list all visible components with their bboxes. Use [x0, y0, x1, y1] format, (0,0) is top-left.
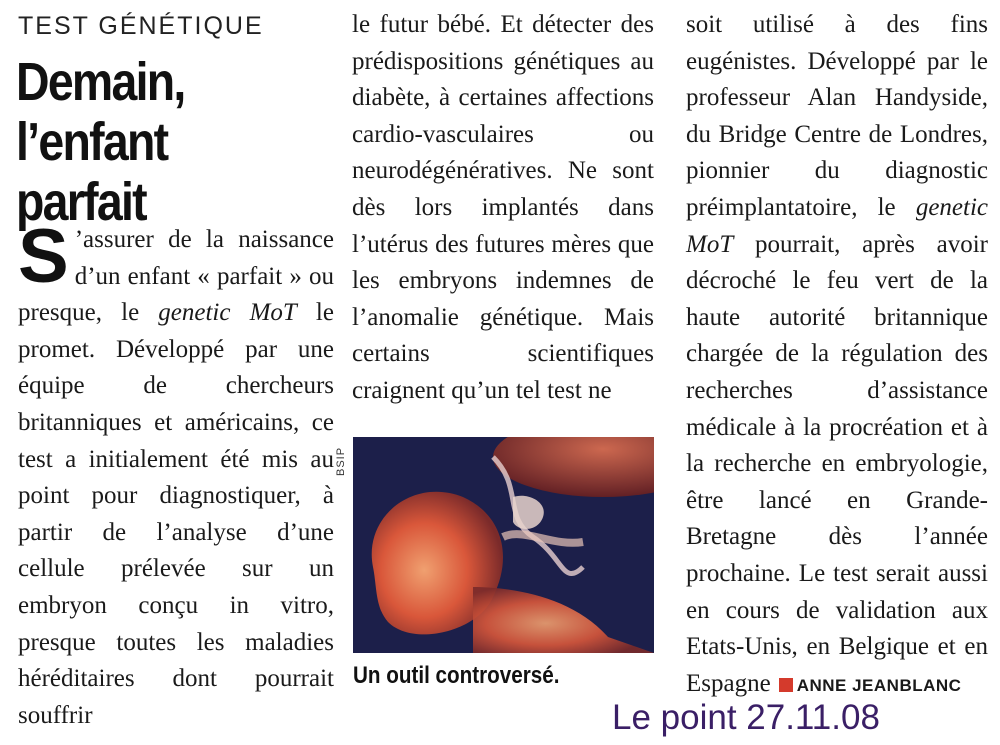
column-3-italic-term: genetic MoT: [686, 193, 988, 258]
drop-cap: S: [18, 214, 69, 299]
column-1-text-a: ’assurer de la naissance d’un enfant « parfait » ou presque, le: [18, 226, 334, 327]
article-photo: [353, 437, 654, 653]
article-headline: [16, 52, 300, 232]
article-column-2: [352, 7, 654, 410]
author-name: ANNE JEANBLANC: [796, 675, 962, 695]
source-note: Le point 27.11.08: [612, 698, 880, 737]
headline-line-2: l’enfant parfait: [16, 112, 168, 232]
column-3-text-b: pourrait, après avoir décroché le feu vert de la haute autorité britannique chargée de la régulation des recherches d’assistance médicale à la procréation et à la recherche en embryologie, être lancé en Grande-Bretagne dès l’année prochaine. Le test serait aussi en cours de validation aux Etats-Unis, en Belgique et en Espagne: [686, 230, 988, 697]
article-column-3: [686, 7, 988, 704]
photo-credit: BSIP: [335, 446, 347, 476]
author-marker: [779, 678, 793, 692]
article-kicker: TEST GÉNÉTIQUE: [18, 12, 264, 40]
column-3-text-a: soit utilisé à des fins eugénistes. Développé par le professeur Alan Handyside, du Bridge Centre de Londres, pionnier du diagnostic préimplantatoire, le: [686, 11, 988, 221]
fetus-illustration: [353, 437, 654, 653]
headline-line-1: Demain,: [16, 52, 185, 112]
column-1-italic-term: genetic MoT: [158, 299, 297, 327]
column-2-text: le futur bébé. Et détecter des prédispositions génétiques au diabète, à certaines affections cardio-vasculaires ou neurodégénératives. Ne sont dès lors implantés dans l’utérus des futures mères que les embryons indemnes de l’anomalie génétique. Mais certains scientifiques craignent qu’un tel test ne: [352, 11, 654, 404]
article-column-1: [18, 214, 334, 734]
column-1-text-b: le promet. Développé par une équipe de chercheurs britanniques et américains, ce test a initialement été mis au point pour diagnostiquer, à partir de l’analyse d’une cellule prélevée sur un embryon conçu in vitro, presque toutes les maladies héréditaires dont pourrait souffrir: [18, 299, 334, 729]
photo-caption: Un outil controversé.: [353, 662, 560, 689]
